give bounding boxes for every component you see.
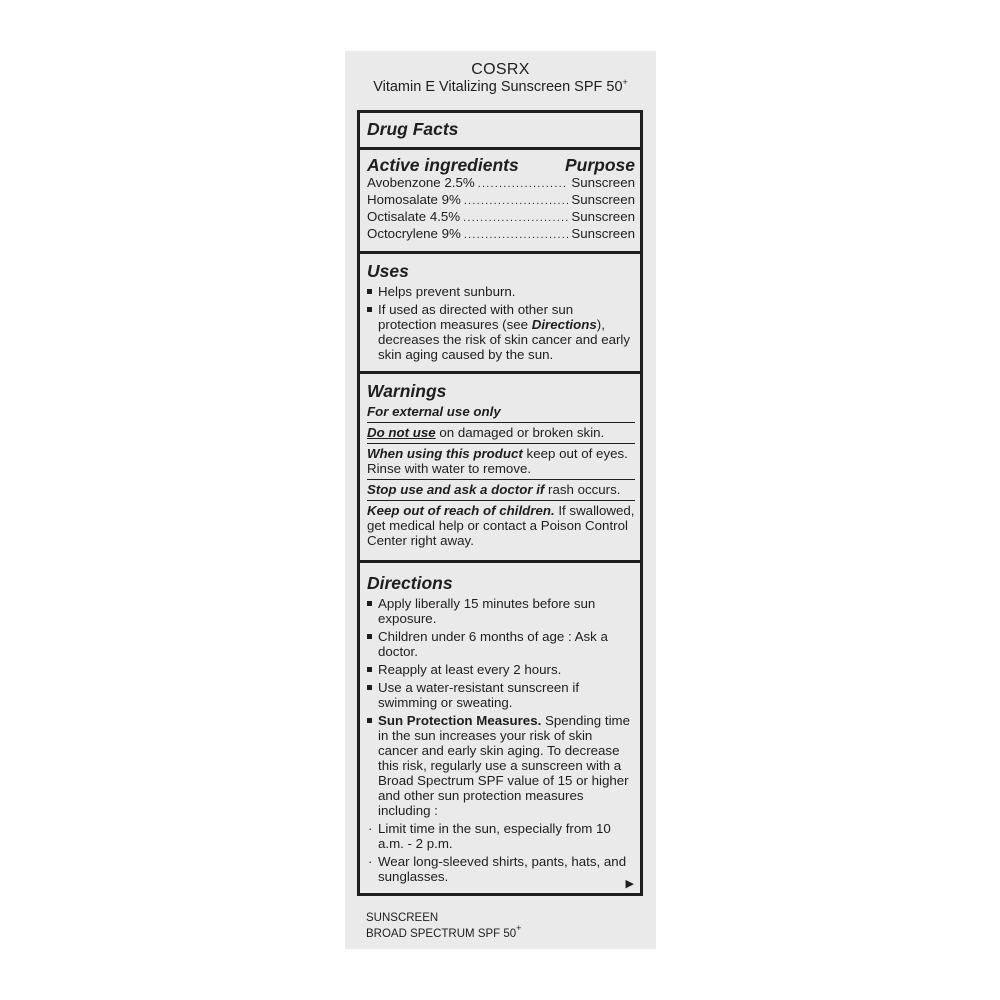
list-item <box>367 302 635 362</box>
play-arrow-icon: ▶ <box>625 878 634 890</box>
list-item <box>367 713 635 818</box>
ingredient-name: Octocrylene 9% <box>367 226 461 241</box>
when-using-body: keep out of eyes. Rinse with water to remove. <box>367 446 628 476</box>
ingredient-purpose: Sunscreen <box>571 209 635 224</box>
drug-facts-title: Drug Facts <box>367 119 459 139</box>
ingredient-name: Avobenzone 2.5% <box>367 175 475 190</box>
warnings-title: Warnings <box>367 381 447 401</box>
do-not-use-label: Do not use <box>367 425 436 440</box>
directions-title: Directions <box>367 573 453 593</box>
sun-protection-text: Spending time in the sun increases your risk of skin cancer and early skin aging. To decrease this risk, regularly use a sunscreen with a Broad Spectrum SPF value of 15 or higher and other sun protection measures including : <box>378 713 630 818</box>
leader-dots <box>478 175 569 192</box>
uses-section <box>367 261 635 362</box>
when-using-label: When using this product <box>367 446 523 461</box>
divider <box>367 443 635 444</box>
divider <box>360 560 640 563</box>
list-item: · Wear long-sleeved shirts, pants, hats, and sunglasses. <box>367 854 635 884</box>
stop-use-body: rash occurs. <box>544 482 621 497</box>
divider <box>360 251 640 254</box>
footer-spf <box>366 923 522 941</box>
brand-name: COSRX <box>471 61 530 78</box>
ingredient-name: Octisalate 4.5% <box>367 209 461 224</box>
product-name-text: Vitamin E Vitalizing Sunscreen SPF 50 <box>373 79 623 95</box>
uses-text: If used as directed with other sun protection measures (see <box>378 302 574 332</box>
stop-use-label: Stop use and ask a doctor if <box>367 482 545 497</box>
product-name-sup: + <box>622 77 628 87</box>
list-item: Reapply at least every 2 hours. <box>367 662 635 677</box>
list-item: Helps prevent sunburn. <box>367 284 635 299</box>
footer-spf-sup: + <box>516 923 522 933</box>
leader-dots <box>464 192 569 209</box>
leader-dots <box>464 226 569 243</box>
footer-spf-text: BROAD SPECTRUM SPF 50 <box>366 928 517 940</box>
leader-dots <box>463 209 568 226</box>
uses-text: ), decreases the risk of skin cancer and early skin aging caused by the sun. <box>378 317 631 362</box>
ingredient-row <box>367 226 635 243</box>
ingredient-purpose: Sunscreen <box>571 192 635 207</box>
stop-use-text <box>367 482 635 497</box>
ingredient-row <box>367 175 635 192</box>
purpose-title: Purpose <box>564 155 635 175</box>
external-use-text: For external use only <box>367 404 501 419</box>
uses-title: Uses <box>367 261 409 281</box>
divider <box>367 500 635 501</box>
drug-facts-panel <box>345 51 656 949</box>
uses-list <box>367 284 635 362</box>
warnings-section <box>367 381 635 548</box>
ingredient-row <box>367 192 635 209</box>
directions-list <box>367 596 635 884</box>
directions-section <box>367 573 635 884</box>
ingredient-list <box>367 175 635 243</box>
keep-out-text <box>367 503 635 548</box>
sun-protection-label: Sun Protection Measures. <box>378 713 542 728</box>
divider <box>360 147 640 150</box>
list-item: Use a water-resistant sunscreen if swimming or sweating. <box>367 680 635 710</box>
list-item: Apply liberally 15 minutes before sun exposure. <box>367 596 635 626</box>
drug-facts-box <box>357 110 643 896</box>
divider <box>360 371 640 374</box>
list-item: Children under 6 months of age : Ask a doctor. <box>367 629 635 659</box>
active-ingredients-title: Active ingredients <box>367 155 519 175</box>
do-not-use-body: on damaged or broken skin. <box>435 425 605 440</box>
list-item: · Limit time in the sun, especially from 10 a.m. - 2 p.m. <box>367 821 635 851</box>
directions-reference: Directions <box>531 317 597 332</box>
ingredient-row <box>367 209 635 226</box>
active-ingredients-section <box>367 155 635 243</box>
do-not-use-text <box>367 425 635 440</box>
ingredient-purpose: Sunscreen <box>571 175 635 190</box>
product-name <box>345 79 656 95</box>
divider <box>367 479 635 480</box>
keep-out-label: Keep out of reach of children. <box>367 503 555 518</box>
divider <box>367 422 635 423</box>
when-using-text <box>367 446 635 476</box>
ingredient-purpose: Sunscreen <box>571 226 635 241</box>
keep-out-body: If swallowed, get medical help or contact a Poison Control Center right away. <box>367 503 635 548</box>
footer-sunscreen: SUNSCREEN <box>366 912 439 924</box>
ingredient-name: Homosalate 9% <box>367 192 461 207</box>
